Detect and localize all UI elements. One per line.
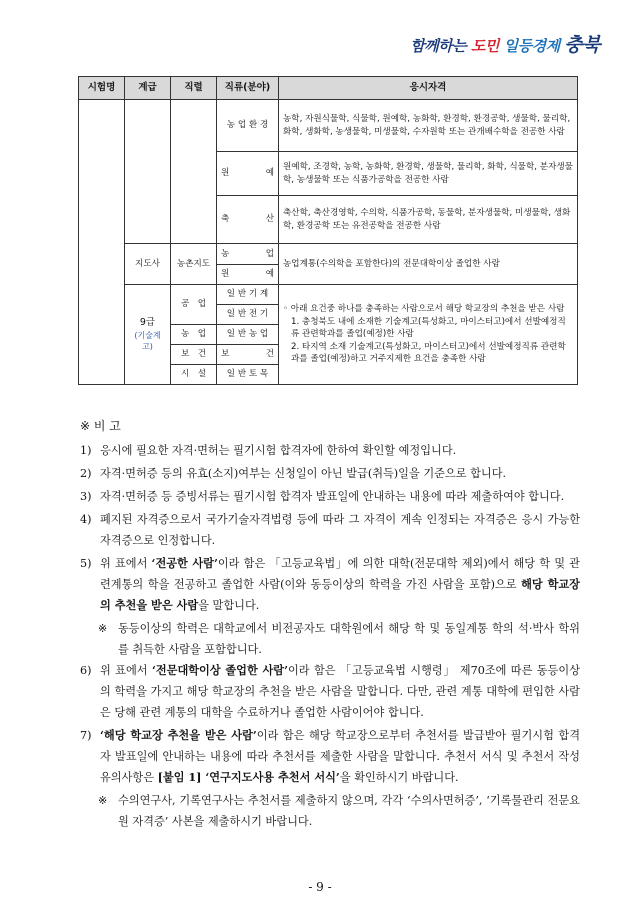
note-mark: ※ [98,622,108,635]
table-row [79,100,578,152]
header-rank: 계급 [125,77,171,100]
note-text [100,553,580,616]
field-char: 농 [221,248,230,259]
header-series: 직렬 [171,77,217,100]
logo-part-2: 도민 [470,37,499,55]
note-emphasis: ‘전공한 사람’ [151,556,218,570]
note-text: 자격·면허증 등 증빙서류는 필기시험 합격자 발표일에 안내하는 내용에 따라 제출하여야 합니다. [100,490,565,503]
series-char: 설 [197,369,206,380]
table-row [79,285,578,305]
note-number: 2) [80,467,92,480]
field-cell [217,196,279,244]
note-text-part: 을 말합니다. [198,599,260,612]
series-cell [171,100,217,244]
note-emphasis: 해당 학교장의 추천을 받은 사람 [100,577,580,612]
series-cell [171,345,217,365]
note-text-part: 이라 함은 「고등교육법」에 의한 대학(전문대학 제외)에서 해당 학 및 관련계통의 학을 전공하고 졸업한 사람(이와 동등이상의 학력을 가진 사람을 포함)으로 [100,557,580,591]
field-char: 축 [221,214,230,225]
qual-cell: 원예학, 조경학, 농학, 농화학, 환경학, 생물학, 물리학, 화학, 식물학, 분자생물학, 농생물학 또는 식품가공학을 전공한 사람 [279,152,578,196]
field-char: 업 [265,248,274,259]
qual-item-1: 1. 충청북도 내에 소재한 기술계고(특성화고, 마이스터고)에서 선발예정직류 관련학과를 졸업(예정)한 사람 [291,316,566,340]
qual-cell: 농업계통(수의학을 포함한다)의 전문대학이상 졸업한 사람 [279,244,578,285]
header-qualification: 응시자격 [279,77,578,100]
field-char: 산 [265,214,274,225]
note-subitem [80,618,580,660]
note-number: 4) [80,513,92,526]
field-cell: 일 반 농 업 [217,325,279,345]
note-number: 7) [80,729,92,742]
note-mark: ※ [98,794,108,807]
table-header-row [79,77,578,100]
logo-part-3: 일등경제 [498,37,565,55]
logo-part-1: 함께하는 [410,37,471,55]
rank-cell: 지도사 [125,244,171,285]
qualification-table [78,76,578,385]
note-item [80,440,580,461]
field-cell [217,244,279,265]
note-emphasis: ‘해당 학교장 추천을 받은 사람’ [100,728,257,742]
note-text: 동등이상의 학력은 대학교에서 비전공자도 대학원에서 해당 학 및 동일계통 학의 석·박사 학위를 취득한 사람을 포함합니다. [118,622,580,656]
note-number: 3) [80,490,92,503]
note-text: 수의연구사, 기록연구사는 추천서를 제출하지 않으며, 각각 ‘수의사면허증’, ‘기록물관리 전문요원 자격증’ 사본을 제출하시기 바랍니다. [118,794,580,828]
field-char: 예 [265,269,274,280]
note-emphasis: ‘전문대학이상 졸업한 사람’ [151,663,288,677]
field-cell [217,152,279,196]
field-cell: 일 반 전 기 [217,305,279,325]
page-number: - 9 - [308,880,332,894]
series-char: 건 [197,349,206,360]
header-field: 직류(분야) [217,77,279,100]
note-number: 1) [80,444,92,457]
qual-cell [279,285,578,385]
series-char: 농 [181,329,190,340]
note-text-part: 위 표에서 [100,664,152,677]
qual-cell: 축산학, 축산경영학, 수의학, 식품가공학, 동물학, 분자생물학, 미생물학, 생화학, 환경공학 또는 유전공학을 전공한 사람 [279,196,578,244]
logo-part-4: 충북 [564,34,600,56]
series-char: 보 [181,349,190,360]
note-text: 자격·면허증 등의 유효(소지)여부는 신청일이 아닌 발급(취득)일을 기준으로 합니다. [100,467,507,480]
note-subitem [80,790,580,832]
series-cell [171,325,217,345]
notes-title: ※ 비 고 [80,419,121,433]
field-char: 원 [221,168,230,179]
qual-intro: ◦ 아래 요건중 하나를 충족하는 사람으로서 해당 학교장의 추천을 받은 사람 [283,304,565,315]
note-number: 6) [80,664,92,677]
series-cell [171,285,217,325]
table-row [79,244,578,265]
notes-section [80,416,580,832]
header-exam: 시험명 [79,77,125,100]
field-cell [217,265,279,285]
field-cell [217,345,279,365]
rank-cell [125,285,171,385]
note-text [100,725,580,788]
field-char: 원 [221,269,230,280]
note-text-part: 이라 함은 해당 학교장으로부터 추천서를 발급받아 필기시험 합격자 발표일에 안내하는 내용에 따라 추천서를 제출한 사람을 말합니다. 추천서 서식 및 추천서 작성 유의사항은 [100,729,581,784]
note-text: 응시에 필요한 자격·면허는 필기시험 합격자에 한하여 확인할 예정입니다. [100,444,457,457]
field-cell: 농 업 환 경 [217,100,279,152]
note-text: 폐지된 자격증으로서 국가기술자격법령 등에 따라 그 자격이 계속 인정되는 자격증은 응시 가능한 자격증으로 인정합니다. [100,513,580,547]
note-text [100,660,580,723]
note-item [80,725,580,788]
series-char: 업 [197,329,206,340]
note-item [80,553,580,616]
note-item [80,486,580,507]
note-item [80,660,580,723]
series-char: 시 [181,369,190,380]
qual-cell: 농학, 자원식물학, 식물학, 원예학, 농화학, 환경학, 환경공학, 생물학, 물리학, 화학, 생화학, 농생물학, 미생물학, 수자원학 또는 관개배수학을 전공한 사람 [279,100,578,152]
header-logo [410,30,600,57]
note-number: 5) [80,557,92,570]
field-char: 건 [265,349,274,360]
rank-cell [125,100,171,244]
rank-label: 9급 [139,317,156,329]
note-item [80,509,580,551]
rank-sublabel: (기술계고) [134,330,161,352]
field-cell: 일 반 토 목 [217,365,279,385]
note-text-part: 을 확인하시기 바랍니다. [339,771,459,784]
series-char: 업 [197,299,206,310]
note-text-part: 위 표에서 [100,557,152,570]
series-cell: 농촌지도 [171,244,217,285]
field-char: 예 [265,168,274,179]
note-item [80,463,580,484]
note-emphasis: [붙임 1] ‘연구지도사용 추천서 서식’ [157,770,340,784]
series-cell [171,365,217,385]
series-char: 공 [181,299,190,310]
note-text-part: 이라 함은 「고등교육법 시행령」 제70조에 따른 동등이상의 학력을 가지고 해당 학교장의 추천을 받은 사람을 말합니다. 다만, 관련 계통 대학에 편입한 사람은 당해 관련 계통의 대학을 수료하거나 졸업한 사람이어야 합니다. [100,664,581,719]
field-cell: 일 반 기 계 [217,285,279,305]
qual-item-2: 2. 타지역 소재 기술계고(특성화고, 마이스터고)에서 선발예정직류 관련학과를 졸업(예정)하고 거주지제한 요건을 충족한 사람 [291,341,566,365]
exam-cell [79,100,125,385]
field-char: 보 [221,349,230,360]
